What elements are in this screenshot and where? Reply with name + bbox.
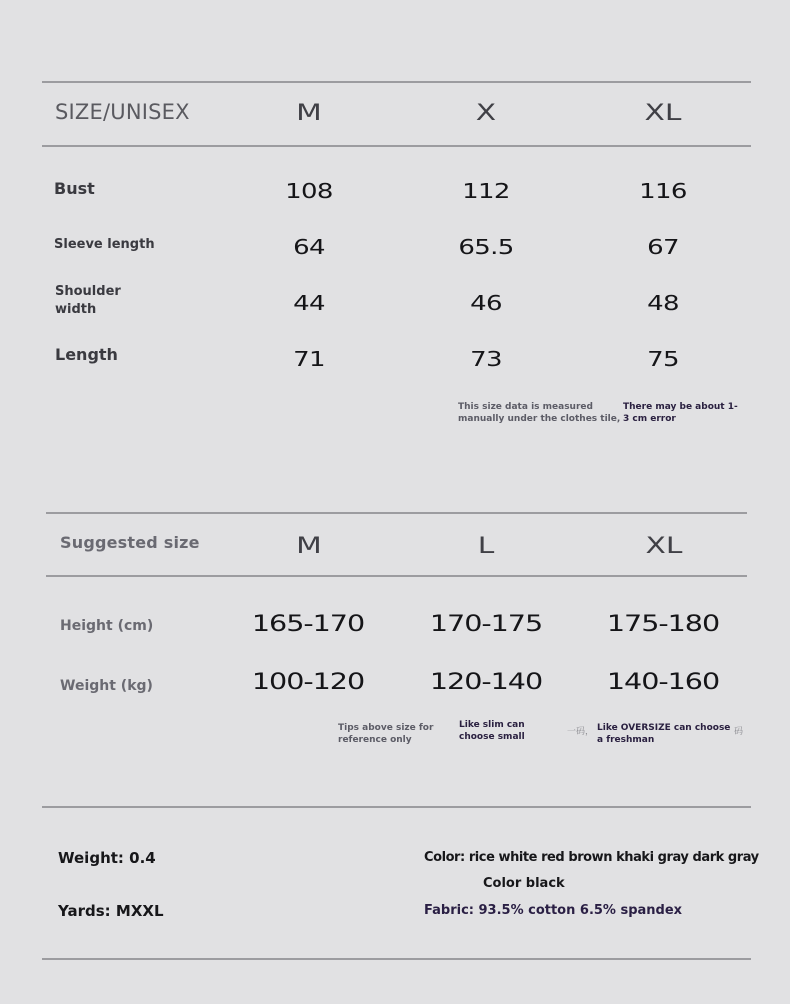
- suggest-header-m: M: [296, 534, 322, 559]
- divider-suggest-top: [46, 512, 747, 514]
- row-label-shoulder: Shoulder: [55, 284, 121, 299]
- divider-footer-top: [42, 806, 751, 808]
- sleeve-xl: 67: [647, 235, 679, 259]
- fabric-info: Fabric: 93.5% cotton 6.5% spandex: [424, 903, 683, 918]
- suggest-header-l: L: [477, 534, 495, 559]
- row-label-height: Height (cm): [60, 618, 154, 634]
- yards-info: Yards: MXXL: [58, 902, 164, 920]
- length-m: 71: [293, 347, 325, 371]
- color-info-line2: Color black: [483, 876, 565, 891]
- height-xl: 175-180: [606, 612, 720, 637]
- sleeve-x: 65.5: [458, 235, 514, 259]
- bust-m: 108: [285, 179, 333, 203]
- size-header-x: X: [475, 101, 497, 126]
- shoulder-m: 44: [293, 291, 325, 315]
- oversize-note: Like OVERSIZE can choose a freshman: [597, 723, 731, 745]
- measure-note: This size data is measured manually under the clothes tile,: [458, 402, 621, 424]
- suggest-header-xl: XL: [645, 534, 683, 559]
- shoulder-xl: 48: [647, 291, 679, 315]
- divider-bottom: [42, 958, 751, 960]
- code-note: 码: [734, 727, 744, 737]
- bust-x: 112: [462, 179, 510, 203]
- length-xl: 75: [647, 347, 679, 371]
- row-label-width: width: [55, 302, 97, 317]
- slim-note: Like slim can choose small: [459, 720, 525, 742]
- color-info-line1: Color: rice white red brown khaki gray dark gray: [424, 850, 759, 865]
- sleeve-m: 64: [293, 235, 325, 259]
- shoulder-x: 46: [470, 291, 502, 315]
- height-m: 165-170: [251, 612, 365, 637]
- weight-xl: 140-160: [606, 670, 720, 695]
- divider-top: [42, 81, 751, 83]
- height-l: 170-175: [429, 612, 543, 637]
- error-note: There may be about 1-3 cm error: [623, 402, 738, 424]
- weight-l: 120-140: [429, 670, 543, 695]
- divider-size-header: [42, 145, 751, 147]
- weight-info: Weight: 0.4: [58, 849, 156, 867]
- tips-note: Tips above size for reference only: [338, 723, 434, 745]
- size-header-xl: XL: [644, 101, 682, 126]
- row-label-weight: Weight (kg): [60, 678, 153, 694]
- row-label-sleeve-length: Sleeve length: [54, 237, 155, 252]
- length-x: 73: [470, 347, 502, 371]
- suggest-header-label: Suggested size: [60, 533, 200, 552]
- row-label-length: Length: [55, 345, 118, 364]
- size-separator-note: 一码，: [567, 727, 595, 737]
- row-label-bust: Bust: [54, 179, 95, 198]
- divider-suggest-header: [46, 575, 747, 577]
- size-header-label: SIZE/UNISEX: [55, 100, 190, 124]
- bust-xl: 116: [639, 179, 687, 203]
- weight-m: 100-120: [251, 670, 365, 695]
- size-header-m: M: [296, 101, 322, 126]
